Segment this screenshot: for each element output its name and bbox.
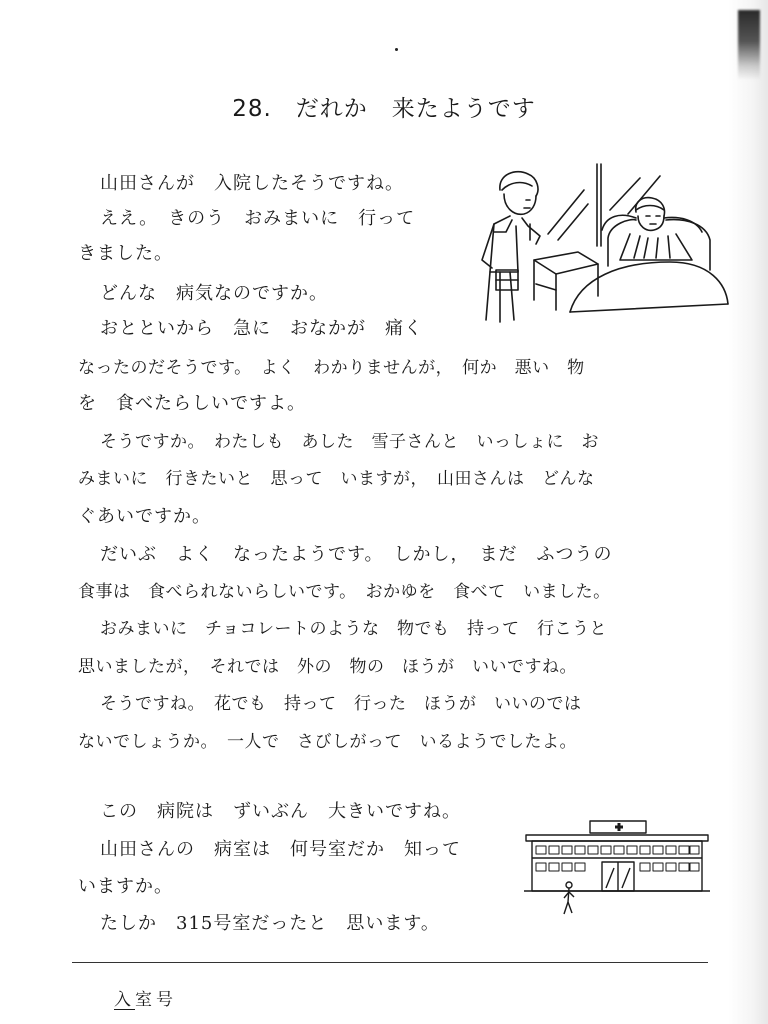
dialogue-line: を 食べたらしいですよ。 xyxy=(78,393,306,414)
dialogue-line: ないでしょうか。 一人で さびしがって いるようでしたよ。 xyxy=(78,732,577,752)
ink-dot xyxy=(395,48,398,51)
lesson-title: 28. だれか 来たようです xyxy=(232,96,536,122)
dialogue-line: きました。 xyxy=(78,243,173,264)
hospital-visit-illustration xyxy=(470,160,732,330)
footer-heading xyxy=(114,985,177,1010)
dialogue-line: この 病院は ずいぶん 大きいですね。 xyxy=(100,801,461,822)
dialogue-line: いますか。 xyxy=(78,876,173,897)
dialogue-line: ぐあいですか。 xyxy=(78,506,211,527)
dialogue-line: 山田さんの 病室は 何号室だか 知って xyxy=(100,839,461,860)
dialogue-line: 山田さんが 入院したそうですね。 xyxy=(100,173,404,194)
dialogue-line: おみまいに チョコレートのような 物でも 持って 行こうと xyxy=(100,619,607,639)
dialogue-line: そうですね。 花でも 持って 行った ほうが いいのでは xyxy=(100,694,582,714)
bottom-divider xyxy=(72,962,708,963)
dialogue-line: おとといから 急に おなかが 痛く xyxy=(100,318,423,339)
dialogue-line: どんな 病気なのですか。 xyxy=(100,283,328,304)
dialogue-line: そうですか。 わたしも あした 雪子さんと いっしょに お xyxy=(100,432,599,452)
page-edge-shadow xyxy=(728,0,768,1024)
dialogue-line: なったのだそうです。 よく わかりませんが， 何か 悪い 物 xyxy=(78,358,585,378)
footer-first-char: 入 xyxy=(114,990,135,1010)
scan-edge-mark xyxy=(738,10,760,80)
hospital-building-illustration xyxy=(522,818,712,918)
footer-rest: 室号 xyxy=(135,990,177,1010)
dialogue-line: ええ。 きのう おみまいに 行って xyxy=(100,208,416,229)
dialogue-line: 思いましたが， それでは 外の 物の ほうが いいですね。 xyxy=(78,657,577,677)
dialogue-line: 食事は 食べられないらしいです。 おかゆを 食べて いました。 xyxy=(78,582,611,602)
dialogue-line: みまいに 行きたいと 思って いますが， 山田さんは どんな xyxy=(78,469,595,489)
dialogue-line: だいぶ よく なったようです。 しかし， まだ ふつうの xyxy=(100,544,613,565)
dialogue-line: たしか 315号室だったと 思います。 xyxy=(100,913,440,934)
